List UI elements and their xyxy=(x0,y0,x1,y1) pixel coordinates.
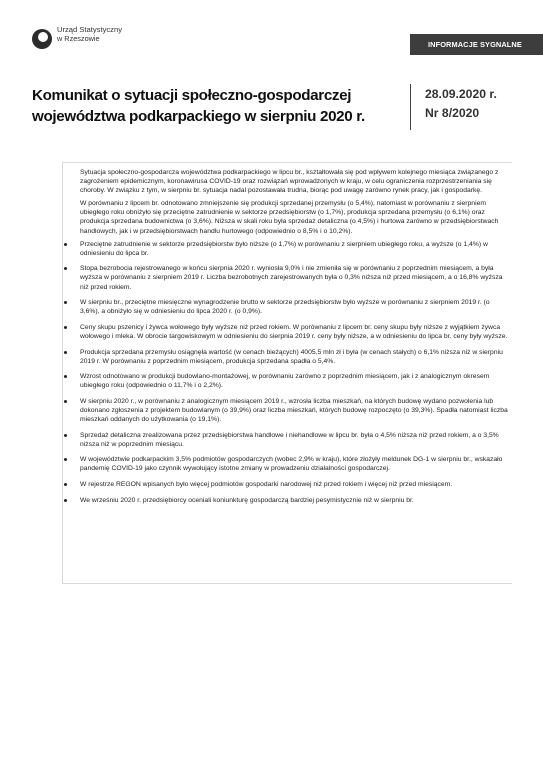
document-date: 28.09.2020 r. xyxy=(425,87,497,101)
list-item-text: We wrześniu 2020 r. przedsiębiorcy oceniali koniunkturę gospodarczą bardziej pesymistycznie niż w sierpniu br. xyxy=(80,496,414,504)
bullet-icon xyxy=(64,243,67,246)
list-item xyxy=(80,348,510,366)
title-line1: Komunikat o sytuacji społeczno-gospodarczej xyxy=(32,87,352,104)
list-item-text: Stopa bezrobocia rejestrowanego w końcu sierpnia 2020 r. wyniosła 9,0% i nie zmieniła się w porównaniu z poprzednim miesiącem, a była wyższa w porównaniu z sierpniem 2019 r. Liczba bezrobotnych zarejestrowanych była o 0,3% niższa niż przed miesiącem, a o 16,8% wyższa niż przed rokiem. xyxy=(80,265,503,291)
list-item xyxy=(80,372,510,390)
org-name xyxy=(57,26,122,43)
list-item xyxy=(80,397,510,424)
bullet-icon xyxy=(64,351,67,354)
list-item-text: W rejestrze REGON wpisanych było więcej podmiotów gospodarki narodowej niż przed rokiem i więcej niż przed miesiącem. xyxy=(80,481,453,489)
list-item-text: Sprzedaż detaliczna zrealizowana przez przedsiębiorstwa handlowe i niehandlowe w lipcu br. była o 4,5% niższa niż przed rokiem, a o 3,5% niższa niż w poprzednim miesiącu. xyxy=(80,431,499,448)
list-item xyxy=(80,455,510,473)
list-item xyxy=(80,431,510,449)
list-item-text: Wzrost odnotowano w produkcji budowlano-montażowej, w porównaniu zarówno z poprzednim miesiącem, jak i z analogicznym okresem ubiegłego roku (odpowiednio o 11,7% i o 2,2%). xyxy=(80,373,490,390)
bullet-icon xyxy=(64,434,67,437)
list-item-text: Ceny skupu pszenicy i żywca wołowego były wyższe niż przed rokiem. W porównaniu z lipcem br. ceny skupu były niższe z wyjątkiem żywca wołowego i mleka. W obrocie targowiskowym w odniesieniu do sierpnia 2019 r. ceny były niższe, a w odniesieniu do lipca br. ceny były wyższe. xyxy=(80,323,508,340)
list-item-text: Produkcja sprzedana przemysłu osiągnęła wartość (w cenach bieżących) 4005,5 mln zł i była (w cenach stałych) o 6,1% niższa niż w sierpniu 2019 r. W porównaniu z poprzednim miesiącem, produkcja sprzedana spadła o 5,4%. xyxy=(80,348,503,365)
org-line2: w Rzeszowie xyxy=(57,33,100,43)
org-line1: Urząd Statystyczny xyxy=(57,25,122,34)
logo-icon xyxy=(32,29,52,49)
divider xyxy=(410,84,411,130)
bullet-icon xyxy=(64,326,67,329)
title-line2: województwa podkarpackiego w sierpniu 2020 r. xyxy=(32,108,365,125)
list-item xyxy=(80,323,510,341)
bullet-icon xyxy=(64,400,67,403)
list-item-text: Przeciętne zatrudnienie w sektorze przedsiębiorstw było niższe (o 1,7%) w porównaniu z sierpniem ubiegłego roku, a wyższe (o 1,4%) w odniesieniu do lipca br. xyxy=(80,240,488,257)
list-item xyxy=(80,298,510,316)
document-meta xyxy=(425,85,497,123)
list-item xyxy=(80,264,510,291)
report-body xyxy=(80,168,510,511)
key-points-list xyxy=(80,240,510,505)
list-item-text: W województwie podkarpackim 3,5% podmiotów gospodarczych (wobec 2,9% w kraju), które złożyły meldunek DG-1 w sierpniu br., wskazało pandemię COVID-19 jako czynnik wywołujący istotne zmiany w prowadzeniu działalności gospodarczej. xyxy=(80,456,503,473)
list-item-text: W sierpniu 2020 r., w porównaniu z analogicznym miesiącem 2019 r., wzrosła liczba mieszkań, na których budowę wydano pozwolenia lub dokonano zgłoszenia z projektem budowlanym (o 39,9%) oraz liczba mieszkań, których budowę rozpoczęto (o 39,3%). Spadła natomiast liczba mieszkań oddanych do użytkowania (o 19,1%). xyxy=(80,397,508,424)
list-item-text: W sierpniu br., przeciętne miesięczne wynagrodzenie brutto w sektorze przedsiębiorstw było wyższe w porównaniu z sierpniem 2019 r. (o 3,6%), a obniżyło się w odniesieniu do lipca 2020 r. (o 0,9%). xyxy=(80,299,490,316)
logo xyxy=(32,26,122,49)
list-item xyxy=(80,240,510,258)
list-item xyxy=(80,480,510,489)
intro-paragraph: Sytuacja społeczno-gospodarcza województwa podkarpackiego w lipcu br., kształtowała się pod wpływem kolejnego miesiąca związanego z zagrożeniem epidemicznym, koronawirusa COVID-19 oraz rozwiązań wprowadzonych w kraju, w celu ograniczenia rozprzestrzeniania się choroby. W związku z tym, w sierpniu br. sytuacja nadal pozostawała trudna, biorąc pod uwagę zarówno rynek pracy, jak i gospodarkę. xyxy=(80,169,499,195)
document-number: Nr 8/2020 xyxy=(425,106,480,120)
intro-paragraph: W porównaniu z lipcem br. odnotowano zmniejszenie się produkcji sprzedanej przemysłu (o 5,4%), natomiast w porównaniu z sierpniem ubiegłego roku obniżyło się przeciętne zatrudnienie w sektorze przedsiębiorstw (o 1,7%), produkcja sprzedana przemysłu (o 6,1%) oraz produkcja sprzedana budownictwa (o 3,6%). Niższa w skali roku była sprzedaż detaliczna (o 4,5%) i hurtowa zarówno w przedsiębiorstwach handlowych, jak i w przedsiębiorstwach handlu hurtowego (odpowiednio o 8,5% i o 10,2%). xyxy=(80,200,499,235)
signal-badge: INFORMACJE SYGNALNE xyxy=(410,34,543,55)
list-item xyxy=(80,496,510,505)
page-title xyxy=(32,85,392,127)
bullet-icon xyxy=(64,499,67,502)
